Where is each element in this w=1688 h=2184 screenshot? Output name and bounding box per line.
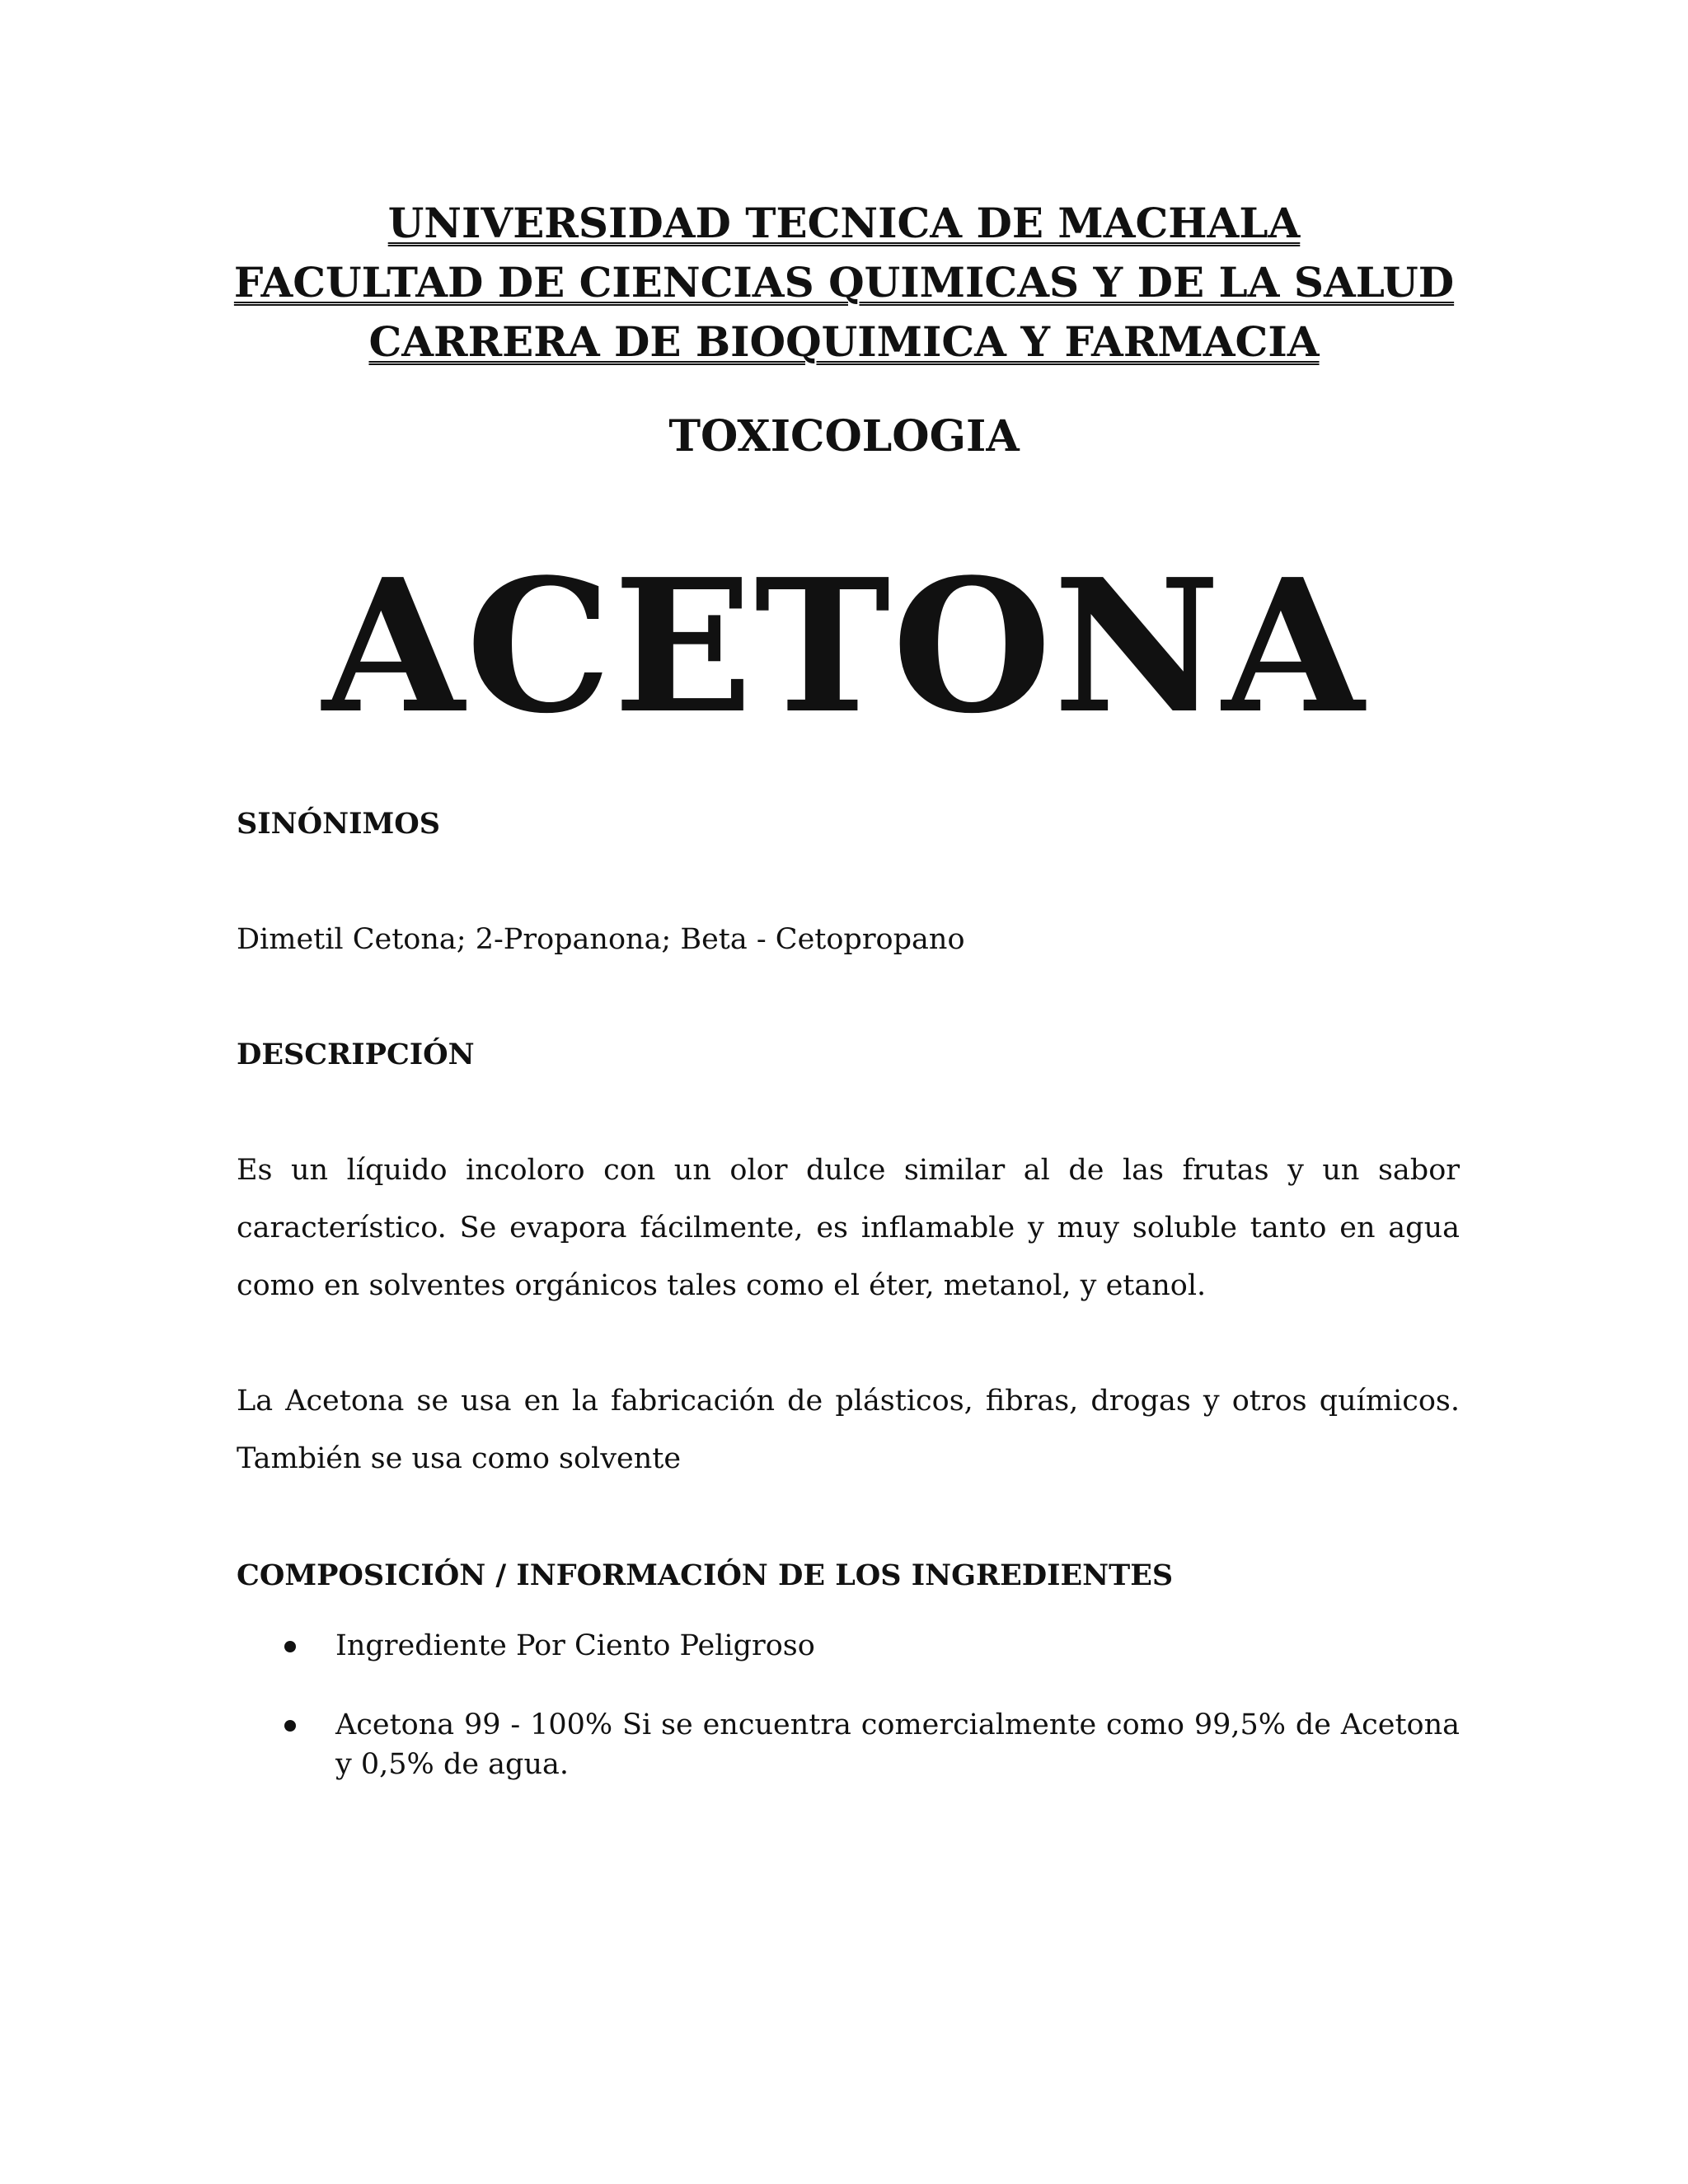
subject-title: TOXICOLOGIA: [668, 411, 1020, 462]
composition-heading: COMPOSICIÓN / INFORMACIÓN DE LOS INGREDIENTES: [237, 1558, 1174, 1592]
composition-list: [237, 1626, 1460, 1784]
university-name: UNIVERSIDAD TECNICA DE MACHALA: [387, 199, 1301, 247]
synonyms-heading: SINÓNIMOS: [237, 807, 440, 841]
list-item-text: Acetona 99 - 100% Si se encuentra comercialmente como 99,5% de Acetona y 0,5% de agua.: [335, 1708, 1460, 1781]
list-item: [237, 1705, 1460, 1784]
university-name-line: [0, 194, 1688, 253]
synonyms-text: Dimetil Cetona; 2-Propanona; Beta - Cetopropano: [237, 923, 965, 956]
description-paragraph-2: La Acetona se usa en la fabricación de plásticos, fibras, drogas y otros químicos. También se usa como solvente: [237, 1385, 1460, 1475]
bullet-icon: [284, 1641, 296, 1652]
faculty-name: FACULTAD DE CIENCIAS QUIMICAS Y DE LA SALUD: [233, 258, 1455, 307]
career-name-line: [0, 312, 1688, 372]
description-paragraph-1: Es un líquido incoloro con un olor dulce similar al de las frutas y un sabor característico. Se evapora fácilmente, es inflamable y muy soluble tanto en agua como en solventes orgánicos tales como el éter, metanol, y etanol.: [237, 1154, 1460, 1302]
description-heading: DESCRIPCIÓN: [237, 1038, 475, 1071]
bullet-icon: [284, 1720, 296, 1732]
career-name: CARRERA DE BIOQUIMICA Y FARMACIA: [368, 317, 1320, 366]
list-item: [237, 1626, 1460, 1666]
list-item-text: Ingrediente Por Ciento Peligroso: [335, 1629, 815, 1662]
document-body: [237, 795, 1460, 1824]
faculty-name-line: [0, 253, 1688, 312]
document-title: ACETONA: [322, 540, 1366, 754]
institution-header: [0, 194, 1688, 372]
